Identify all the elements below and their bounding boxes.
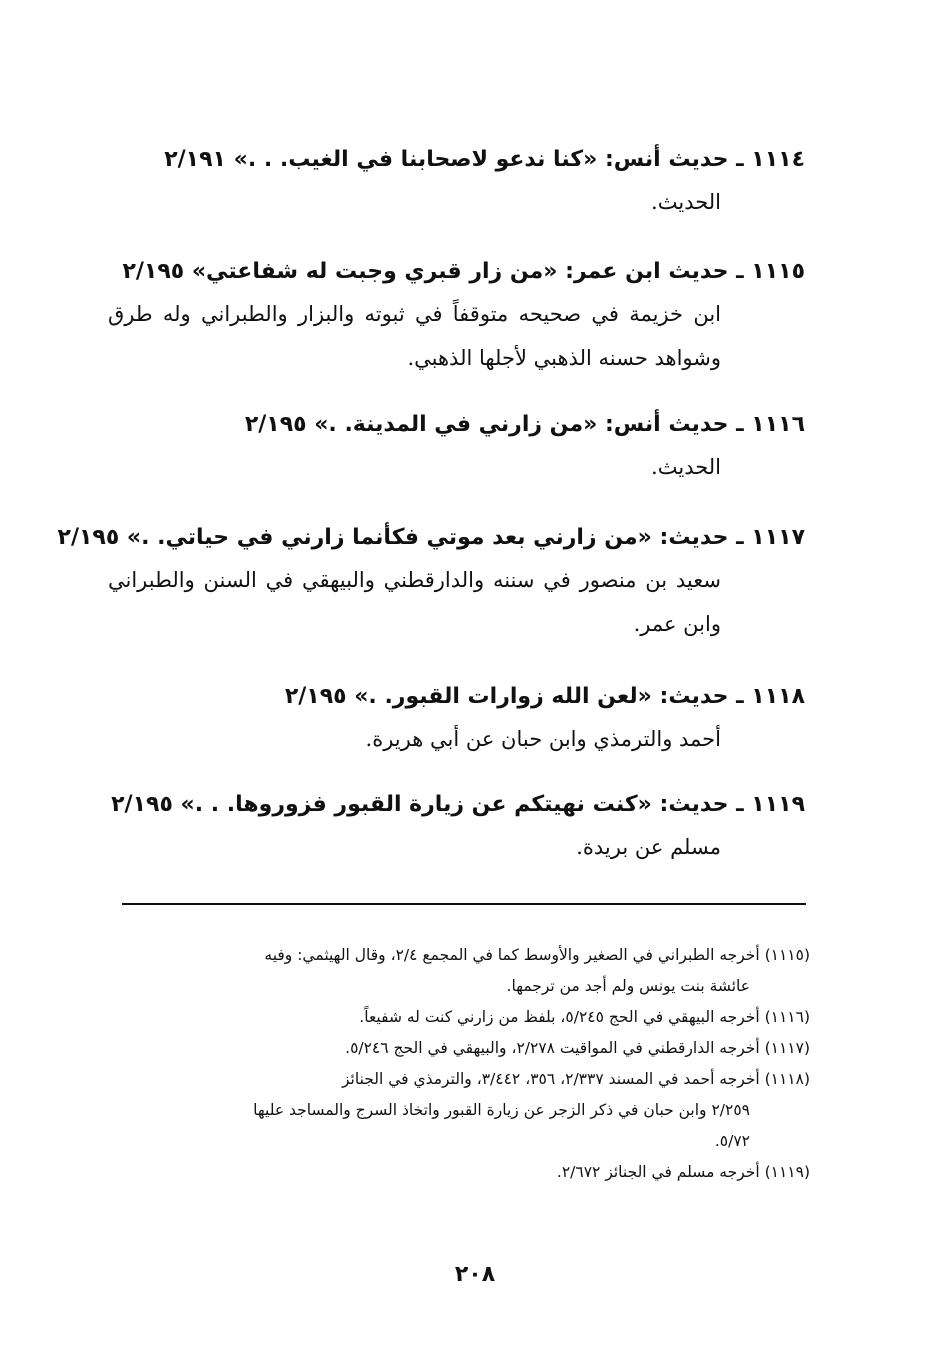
- footnotes: [116, 940, 810, 1188]
- footnote-continuation: ٢/٢٥٩ وابن حبان في ذكر الزجر عن زيارة القبور واتخاذ السرج والمساجد عليها: [253, 1101, 750, 1119]
- entry-heading: ١١١٨ ـ حديث: «لعن الله زوارات القبور. .» ٢/١٩٥: [284, 684, 805, 709]
- footnote-continuation: عائشة بنت يونس ولم أجد من ترجمها.: [506, 977, 750, 995]
- page-number: ٢٠٨: [454, 1262, 496, 1287]
- entry-heading: ١١١٤ ـ حديث أنس: «كنا ندعو لاصحابنا في الغيب. . .» ٢/١٩١: [164, 147, 805, 172]
- entry-heading: ١١١٧ ـ حديث: «من زارني بعد موتي فكأنما زارني في حياتي. .» ٢/١٩٥: [57, 525, 805, 550]
- footnote-1116: [116, 1002, 810, 1033]
- entry-1116: [244, 405, 805, 489]
- footnote-1115: [116, 940, 810, 1002]
- footnote-text: (١١١٨) أخرجه أحمد في المسند ٢/٣٣٧، ٣٥٦، ٣/٤٤٢، والترمذي في الجنائز: [342, 1070, 810, 1088]
- entry-text: مسلم عن بريدة.: [576, 835, 721, 859]
- footnote-text: (١١١٦) أخرجه البيهقي في الحج ٥/٢٤٥، بلفظ من زارني كنت له شفيعاً.: [359, 1008, 810, 1026]
- entry-text: الحديث.: [651, 190, 721, 214]
- entry-heading: ١١١٥ ـ حديث ابن عمر: «من زار قبري وجبت له شفاعتي» ٢/١٩٥: [122, 259, 805, 284]
- footnote-1118: [116, 1064, 810, 1157]
- footnote-1119: [116, 1157, 810, 1188]
- footnote-separator: [122, 903, 806, 905]
- entry-heading: ١١١٩ ـ حديث: «كنت نهيتكم عن زيارة القبور فزوروها. . .» ٢/١٩٥: [111, 792, 805, 817]
- entry-1115: [108, 252, 805, 380]
- entry-text: سعيد بن منصور في سننه والدارقطني والبيهقي في السنن والطبراني وابن عمر.: [108, 568, 721, 636]
- entry-text: ابن خزيمة في صحيحه متوقفاً في ثبوته والبزار والطبراني وله طرق وشواهد حسنه الذهبي لأجلها الذهبي.: [108, 302, 721, 370]
- entry-1118: [284, 677, 805, 761]
- entry-1114: [164, 140, 805, 224]
- footnote-text: (١١١٩) أخرجه مسلم في الجنائز ٢/٦٧٢.: [556, 1163, 810, 1181]
- footnote-continuation: ٥/٧٢.: [714, 1132, 750, 1150]
- footnote-text: (١١١٧) أخرجه الدارقطني في المواقيت ٢/٢٧٨، والبيهقي في الحج ٥/٢٤٦.: [345, 1039, 810, 1057]
- entry-text: الحديث.: [651, 455, 721, 479]
- entry-1119: [111, 785, 805, 869]
- entry-text: أحمد والترمذي وابن حبان عن أبي هريرة.: [365, 727, 721, 751]
- footnote-text: (١١١٥) أخرجه الطبراني في الصغير والأوسط كما في المجمع ٢/٤، وقال الهيثمي: وفيه: [264, 946, 810, 964]
- entry-heading: ١١١٦ ـ حديث أنس: «من زارني في المدينة. .» ٢/١٩٥: [244, 412, 805, 437]
- footnote-1117: [116, 1033, 810, 1064]
- entry-1117: [57, 518, 805, 646]
